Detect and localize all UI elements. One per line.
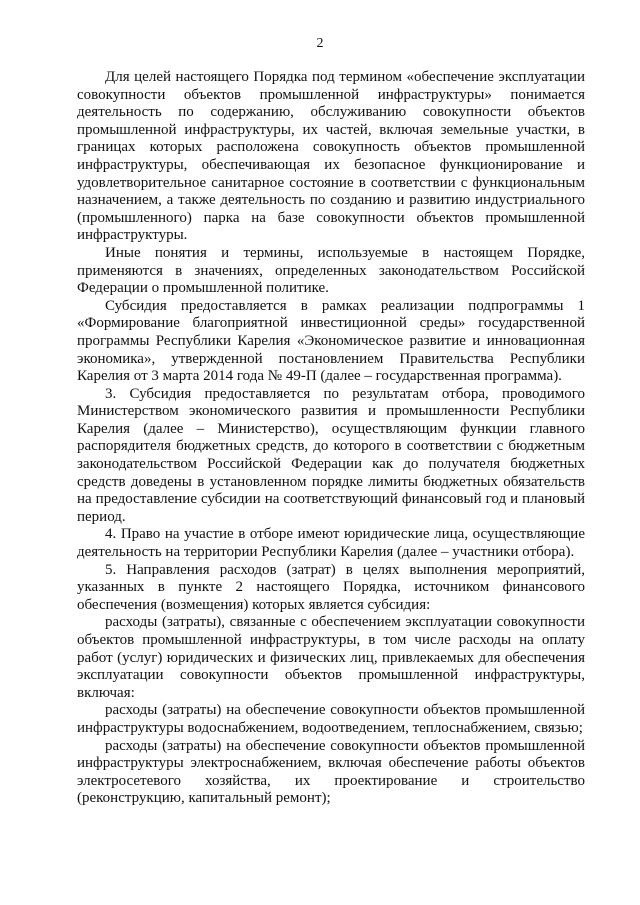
page-number: 2 bbox=[316, 36, 324, 51]
paragraph-item-4: 4. Право на участие в отборе имеют юридические лица, осуществляющие деятельность на территории Республики Карелия (далее – участники отбора). bbox=[77, 526, 585, 561]
paragraph-item-3: 3. Субсидия предоставляется по результатам отбора, проводимого Министерством экономического развития и промышленности Республики Карелия (далее – Министерство), осуществляющим функции главного распорядителя бюджетных средств, до которого в соответствии с бюджетным законодательством Российской Федерации как до получателя бюджетных средств доведены в установленном порядке лимиты бюджетных обязательств на предоставление субсидии на соответствующий финансовый год и плановый период. bbox=[77, 385, 585, 525]
paragraph-expenses-water: расходы (затраты) на обеспечение совокупности объектов промышленной инфраструктуры водоснабжением, водоотведением, теплоснабжением, связью; bbox=[77, 702, 585, 736]
paragraph-item-5: 5. Направления расходов (затрат) в целях выполнения мероприятий, указанных в пункте 2 настоящего Порядка, источником финансового обеспечения (возмещения) которых является субсидия: bbox=[77, 561, 585, 613]
paragraph-expenses-electric: расходы (затраты) на обеспечение совокупности объектов промышленной инфраструктуры электроснабжением, включая обеспечение работы объектов электросетевого хозяйства, их проектирование и строительство (реконструкцию, капитальный ремонт); bbox=[77, 737, 585, 807]
document-body bbox=[77, 69, 585, 808]
paragraph-other-terms: Иные понятия и термины, используемые в настоящем Порядке, применяются в значениях, определенных законодательством Российской Федерации о промышленной политике. bbox=[77, 244, 585, 297]
paragraph-subprogram: Субсидия предоставляется в рамках реализации подпрограммы 1 «Формирование благоприятной инвестиционной среды» государственной программы Республики Карелия «Экономическое развитие и инновационная экономика», утвержденной постановлением Правительства Республики Карелия от 3 марта 2014 года № 49-П (далее – государственная программа). bbox=[77, 297, 585, 385]
paragraph-definition: Для целей настоящего Порядка под термином «обеспечение эксплуатации совокупности объектов промышленной инфраструктуры» понимается деятельность по содержанию, обслуживанию совокупности объектов промышленной инфраструктуры, их частей, включая земельные участки, в границах которых расположена совокупность объектов промышленной инфраструктуры, обеспечивающая их безопасное функционирование и удовлетворительное санитарное состояние в соответствии с функциональным назначением, а также деятельность по созданию и развитию индустриального (промышленного) парка на базе совокупности объектов промышленной инфраструктуры. bbox=[77, 69, 585, 244]
paragraph-expenses-operation: расходы (затраты), связанные с обеспечением эксплуатации совокупности объектов промышленной инфраструктуры, в том числе расходы на оплату работ (услуг) юридических и физических лиц, привлекаемых для обеспечения эксплуатации совокупности объектов промышленной инфраструктуры, включая: bbox=[77, 614, 585, 701]
